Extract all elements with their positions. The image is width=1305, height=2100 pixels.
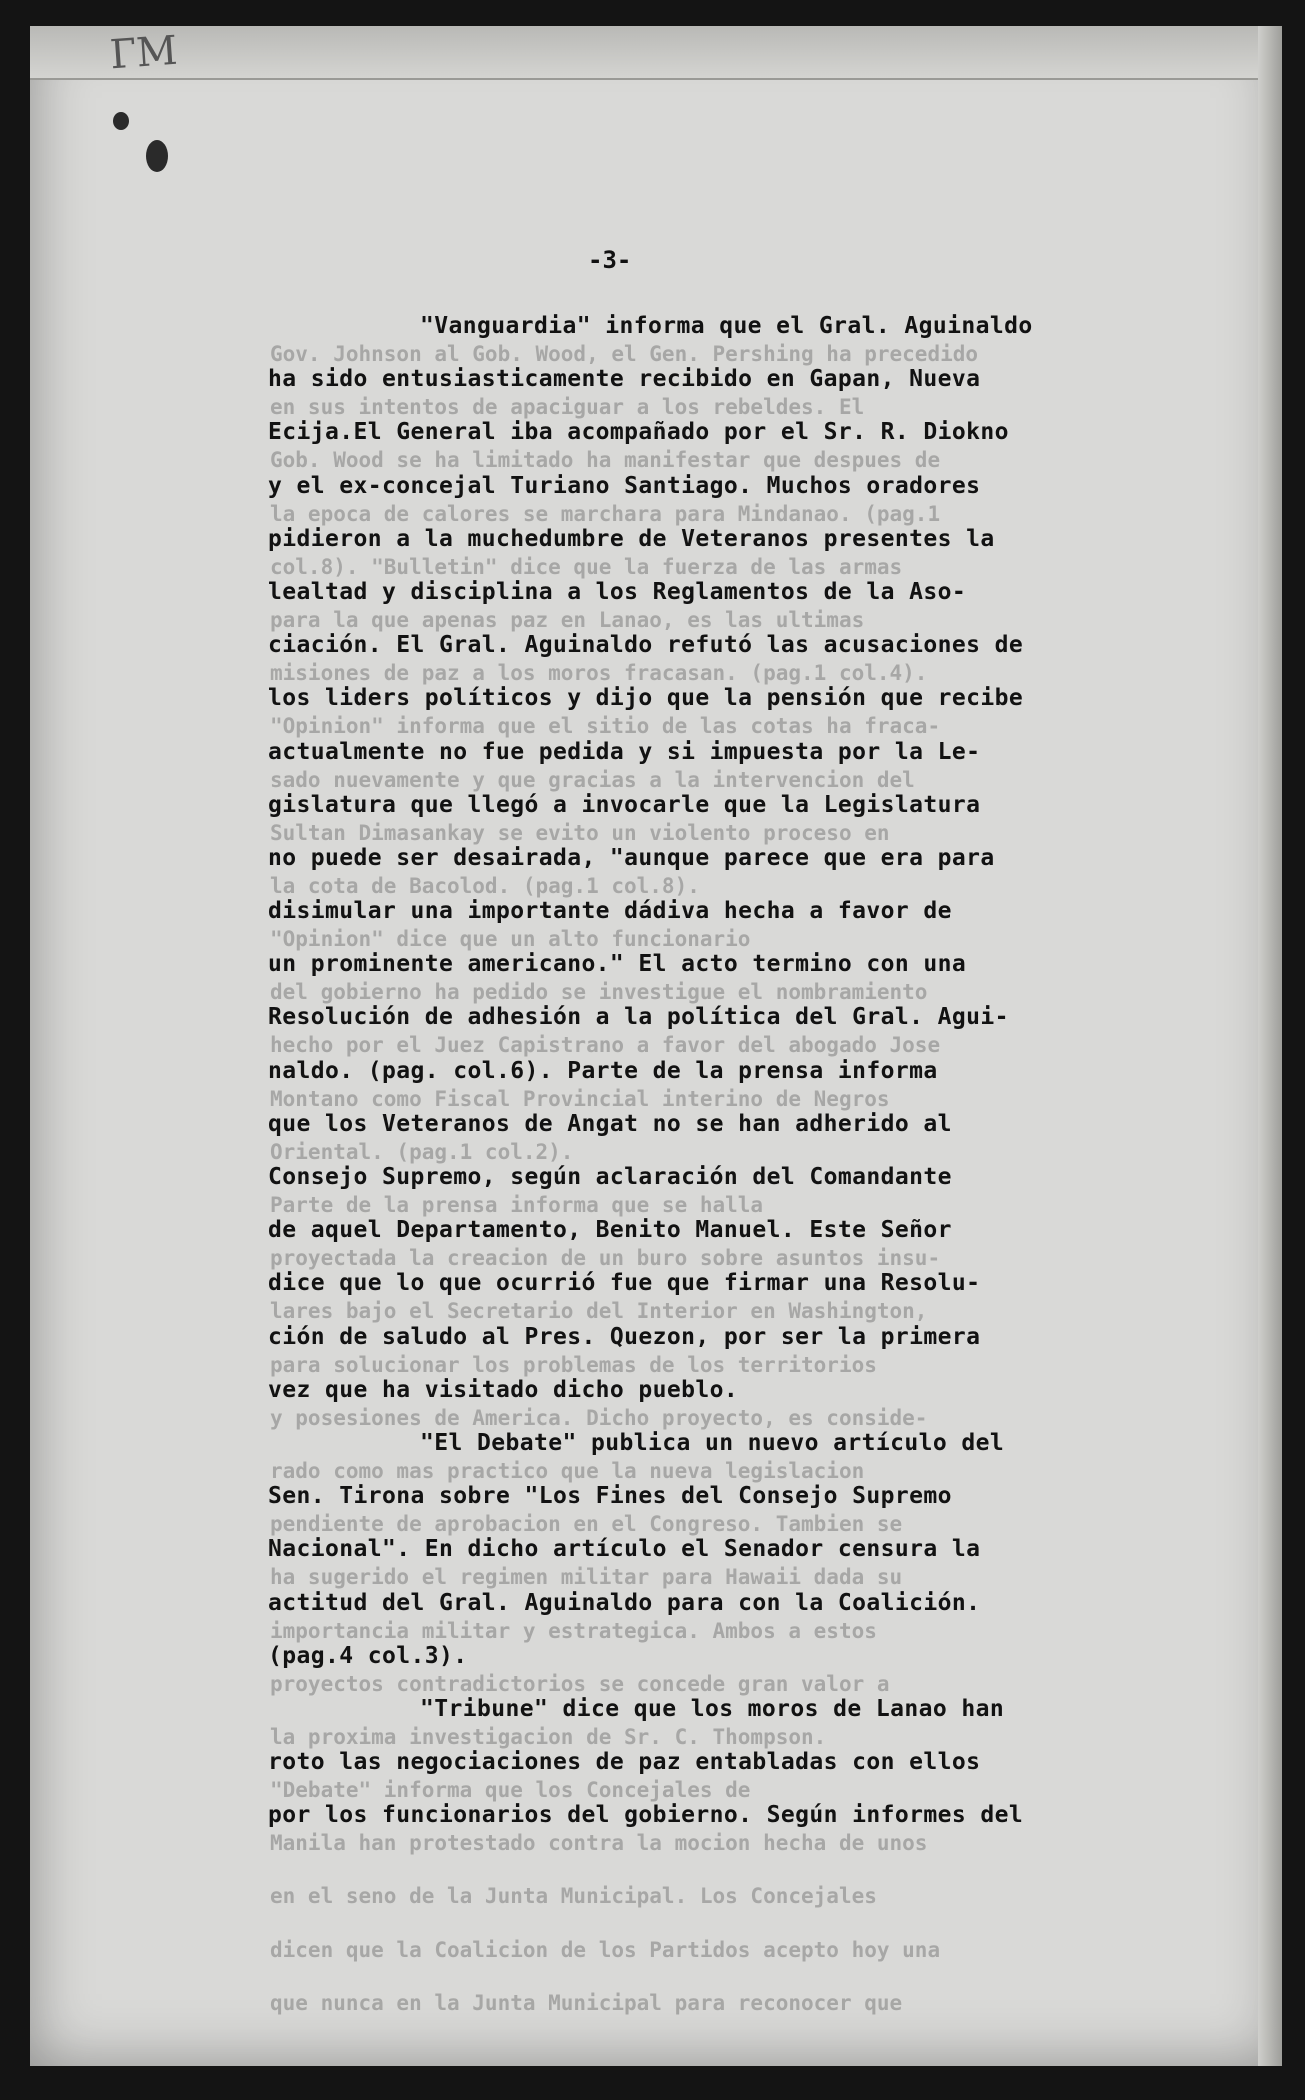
text-line: roto las negociaciones de paz entabladas con ellos <box>268 1749 981 1776</box>
text-line: pidieron a la muchedumbre de Veteranos presentes la <box>268 525 995 552</box>
bleedthrough-line: importancia militar y estrategica. Ambos a estos <box>270 1618 877 1643</box>
bleedthrough-line: dicen que la Coalicion de los Partidos acepto hoy una <box>270 1937 941 1962</box>
bleedthrough-line: misiones de paz a los moros fracasan. (pag.1 col.4). <box>270 661 928 686</box>
bleedthrough-line: en sus intentos de apaciguar a los rebeldes. El <box>270 395 865 420</box>
text-line: actualmente no fue pedida y si impuesta por la Le- <box>268 738 981 765</box>
text-line: Ecija.El General iba acompañado por el Sr. R. Diokno <box>268 419 1009 446</box>
ink-spot <box>146 140 168 172</box>
sheet-top-edge <box>30 26 1282 80</box>
text-line: un prominente americano." El acto termino con una <box>268 951 967 978</box>
bleedthrough-line: Gob. Wood se ha limitado ha manifestar que despues de <box>270 448 941 473</box>
text-line: que los Veteranos de Angat no se han adherido al <box>268 1110 952 1137</box>
bleedthrough-line: para la que apenas paz en Lanao, es las ultimas <box>270 607 865 632</box>
text-line: vez que ha visitado dicho pueblo. <box>268 1376 739 1403</box>
text-line: Consejo Supremo, según aclaración del Comandante <box>268 1164 952 1190</box>
text-line: ción de saludo al Pres. Quezon, por ser la primera <box>268 1323 981 1350</box>
text-line: Resolución de adhesión a la política del Gral. Agui- <box>268 1004 1009 1031</box>
bleedthrough-line: "Debate" informa que los Concejales de <box>270 1778 751 1803</box>
bleedthrough-line: hecho por el Juez Capistrano a favor del abogado Jose <box>270 1033 941 1058</box>
bleedthrough-line: pendiente de aprobacion en el Congreso. Tambien se <box>270 1512 903 1537</box>
text-line: "Tribune" dice que los moros de Lanao han <box>420 1695 1005 1722</box>
bleedthrough-line: col.8). "Bulletin" dice que la fuerza de las armas <box>270 554 903 579</box>
bleedthrough-line: Oriental. (pag.1 col.2). <box>270 1139 574 1164</box>
text-line: disimular una importante dádiva hecha a favor de <box>268 898 952 925</box>
text-line: naldo. (pag. col.6). Parte de la prensa informa <box>268 1057 938 1084</box>
bleedthrough-line: proyectada la creacion de un buro sobre asuntos insu- <box>270 1246 941 1271</box>
text-line: y el ex-concejal Turiano Santiago. Muchos oradores <box>268 472 981 499</box>
bleedthrough-line: proyectos contradictorios se concede gran valor a <box>270 1671 890 1696</box>
bleedthrough-line: la proxima investigacion de Sr. C. Thompson. <box>270 1724 827 1749</box>
text-line: los liders políticos y dijo que la pensión que recibe <box>268 685 1024 712</box>
text-line: actitud del Gral. Aguinaldo para con la Coalición. <box>268 1589 981 1616</box>
bleedthrough-line: ha sugerido el regimen militar para Hawaii dada su <box>270 1565 903 1590</box>
text-line: dice que lo que ocurrió fue que firmar una Resolu- <box>268 1270 981 1297</box>
bleedthrough-line: del gobierno ha pedido se investigue el nombramiento <box>270 980 928 1005</box>
text-line: "Vanguardia" informa que el Gral. Aguinaldo <box>420 313 1033 339</box>
bleedthrough-line: y posesiones de America. Dicho proyecto, es conside- <box>270 1405 928 1430</box>
text-line: "El Debate" publica un nuevo artículo del <box>420 1429 1005 1456</box>
bleedthrough-line: Gov. Johnson al Gob. Wood, el Gen. Pershing ha precedido <box>270 342 979 366</box>
bleedthrough-line: Parte de la prensa informa que se halla <box>270 1193 764 1217</box>
bleedthrough-line: "Opinion" informa que el sitio de las cotas ha fraca- <box>270 714 941 739</box>
text-line: ciación. El Gral. Aguinaldo refutó las acusaciones de <box>268 632 1024 659</box>
bleedthrough-line: la epoca de calores se marchara para Mindanao. (pag.1 <box>270 501 941 526</box>
bleedthrough-line: que nunca en la Junta Municipal para reconocer que <box>270 1990 903 2015</box>
text-line: Sen. Tirona sobre "Los Fines del Consejo Supremo <box>268 1483 952 1510</box>
bleedthrough-line: Sultan Dimasankay se evito un violento proceso en <box>270 820 890 845</box>
text-line: Nacional". En dicho artículo el Senador censura la <box>268 1536 981 1563</box>
bleedthrough-line: la cota de Bacolod. (pag.1 col.8). <box>270 873 700 898</box>
bleedthrough-line: rado como mas practico que la nueva legislacion <box>270 1458 865 1483</box>
bleedthrough-line: Manila han protestado contra la mocion hecha de unos <box>270 1831 928 1856</box>
typed-body-text <box>268 300 1268 1842</box>
bleedthrough-line: sado nuevamente y que gracias a la intervencion del <box>270 767 915 792</box>
ink-spot <box>113 112 129 130</box>
text-line: gislatura que llegó a invocarle que la Legislatura <box>268 791 981 818</box>
handwritten-corner-mark: ГМ <box>108 27 179 79</box>
text-line: ha sido entusiasticamente recibido en Gapan, Nueva <box>268 366 981 393</box>
bleedthrough-line: lares bajo el Secretario del Interior en Washington, <box>270 1299 928 1324</box>
text-line: de aquel Departamento, Benito Manuel. Este Señor <box>268 1217 952 1244</box>
text-line: no puede ser desairada, "aunque parece que era para <box>268 844 995 871</box>
bleedthrough-line: "Opinion" dice que un alto funcionario <box>270 927 751 952</box>
text-line: lealtad y disciplina a los Reglamentos de la Aso- <box>268 578 967 605</box>
bleedthrough-line: Montano como Fiscal Provincial interino de Negros <box>270 1086 890 1111</box>
text-line: por los funcionarios del gobierno. Según informes del <box>268 1802 1024 1829</box>
page-number: -3- <box>588 246 632 274</box>
bleedthrough-line: en el seno de la Junta Municipal. Los Concejales <box>270 1884 877 1909</box>
text-line: (pag.4 col.3). <box>268 1642 468 1669</box>
bleedthrough-line: para solucionar los problemas de los territorios <box>270 1352 877 1377</box>
